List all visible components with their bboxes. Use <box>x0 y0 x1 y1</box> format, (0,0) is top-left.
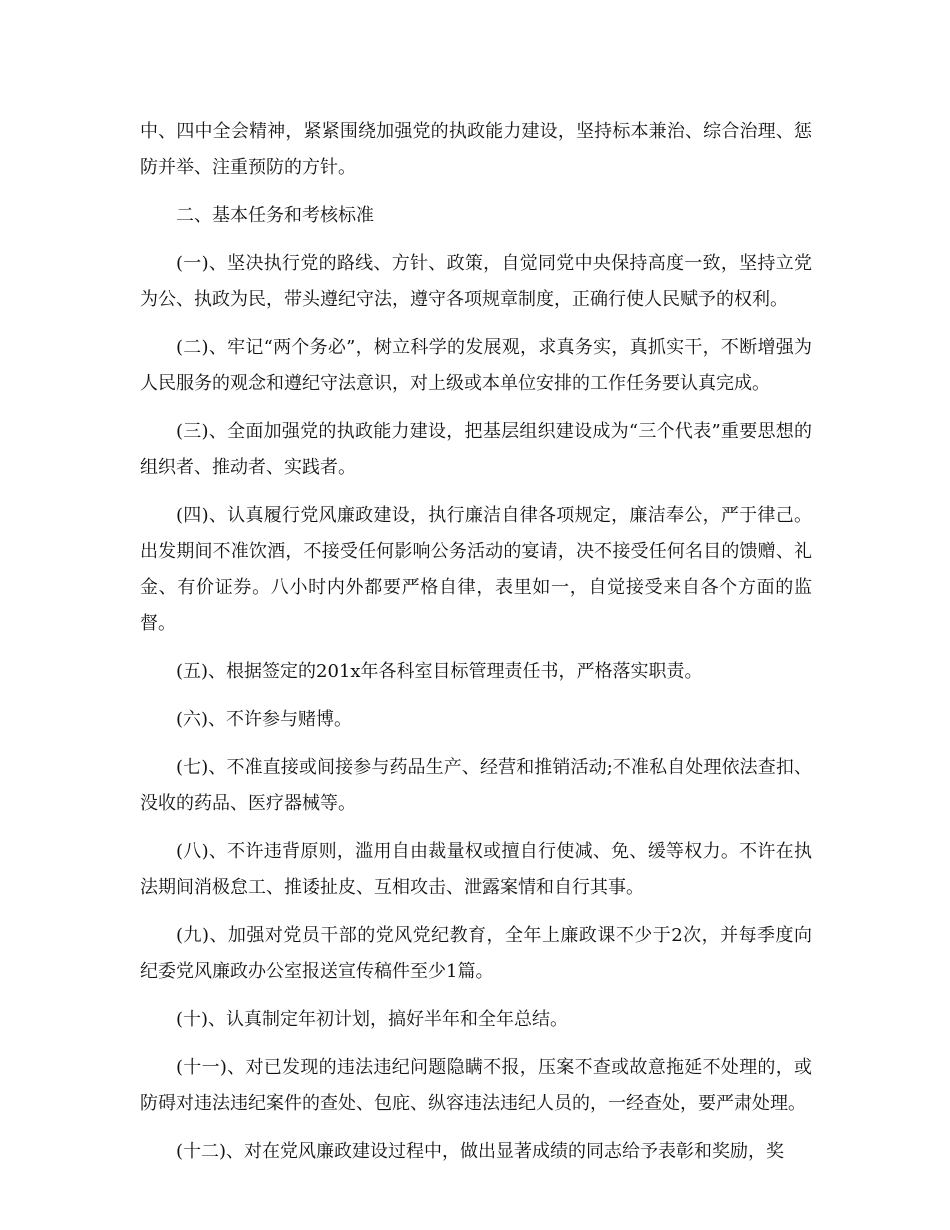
item-paragraph-9: (九)、加强对党员干部的党风党纪教育，全年上廉政课不少于2次，并每季度向纪委党风廉政办公室报送宣传稿件至少1篇。 <box>140 925 812 982</box>
item-paragraph-2: (二)、牢记“两个务必”，树立科学的发展观，求真务实，真抓实干，不断增强为人民服务的观念和遵纪守法意识，对上级或本单位安排的工作任务要认真完成。 <box>140 337 812 394</box>
item-paragraph-8: (八)、不许违背原则，滥用自由裁量权或擅自行使减、免、缓等权力。不许在执法期间消极怠工、推诿扯皮、互相攻击、泄露案情和自行其事。 <box>140 841 812 898</box>
item-paragraph-1: (一)、坚决执行党的路线、方针、政策，自觉同党中央保持高度一致，坚持立党为公、执政为民，带头遵纪守法，遵守各项规章制度，正确行使人民赋予的权利。 <box>140 253 812 310</box>
document-body <box>140 114 812 1182</box>
item-paragraph-10: (十)、认真制定年初计划，搞好半年和全年总结。 <box>176 1009 569 1030</box>
item-paragraph-7: (七)、不准直接或间接参与药品生产、经营和推销活动;不准私自处理依法查扣、没收的药品、医疗器械等。 <box>140 757 812 814</box>
item-paragraph-4: (四)、认真履行党风廉政建设，执行廉洁自律各项规定，廉洁奉公，严于律己。出发期间不准饮酒，不接受任何影响公务活动的宴请，决不接受任何名目的馈赠、礼金、有价证券。八小时内外都要严格自律，表里如一，自觉接受来自各个方面的监督。 <box>140 505 812 634</box>
item-paragraph-12: (十二)、对在党风廉政建设过程中，做出显著成绩的同志给予表彰和奖励，奖 <box>176 1141 785 1162</box>
item-paragraph-3: (三)、全面加强党的执政能力建设，把基层组织建设成为“三个代表”重要思想的组织者、推动者、实践者。 <box>140 421 812 478</box>
section-heading: 二、基本任务和考核标准 <box>176 205 374 226</box>
item-paragraph-5: (五)、根据签定的201x年各科室目标管理责任书，严格落实职责。 <box>176 661 703 682</box>
item-paragraph-11: (十一)、对已发现的违法违纪问题隐瞒不报，压案不查或故意拖延不处理的，或防碍对违法违纪案件的查处、包庇、纵容违法违纪人员的，一经查处，要严肃处理。 <box>140 1057 812 1114</box>
item-paragraph-6: (六)、不许参与赌博。 <box>176 709 353 730</box>
intro-paragraph: 中、四中全会精神，紧紧围绕加强党的执政能力建设，坚持标本兼治、综合治理、惩防并举、注重预防的方针。 <box>140 121 812 178</box>
